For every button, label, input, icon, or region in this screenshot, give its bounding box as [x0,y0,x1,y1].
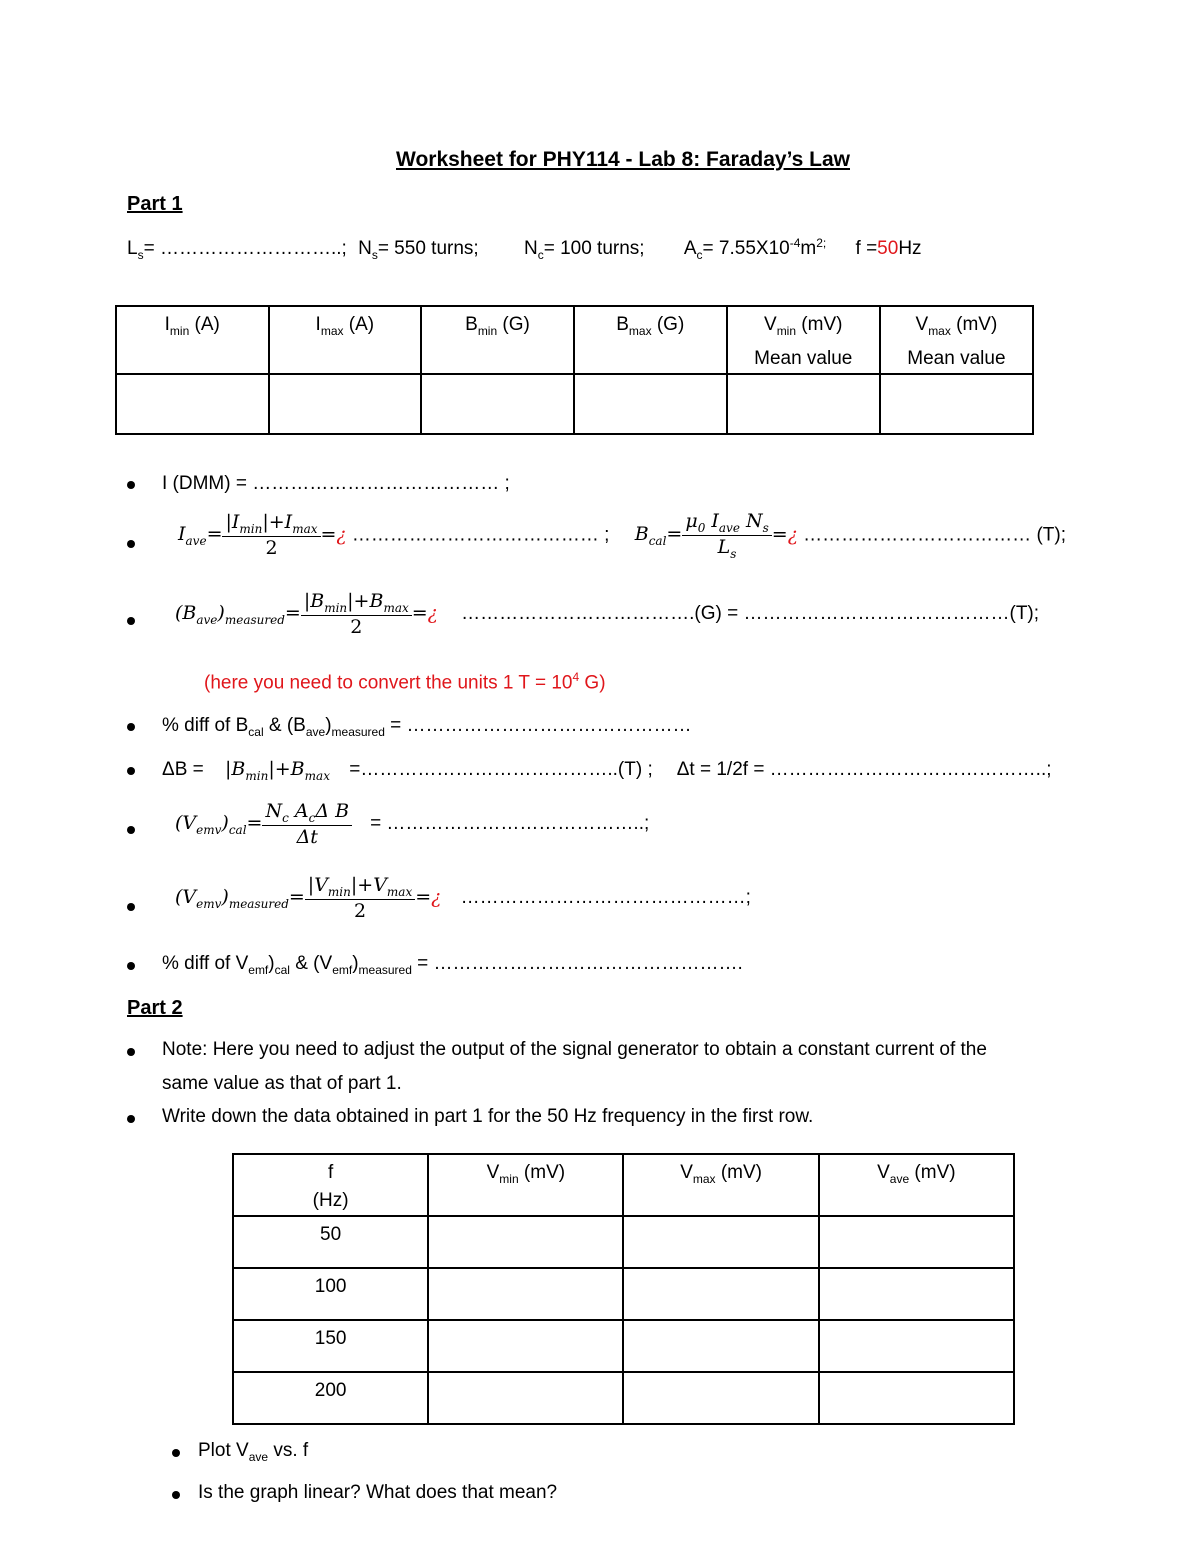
table-cell[interactable] [623,1268,818,1320]
bullet-dot [127,1048,135,1056]
nc-param: $N_c= 100$ turns; [523,238,645,263]
linearity-question: Is the graph linear? What does that mean? [198,1482,558,1503]
page-title: Worksheet for PHY114 - Lab 8: Faraday’s Law [396,148,850,171]
frequency-param: f =50Hz [855,238,922,260]
bullet-dot [127,1115,135,1123]
ns-param: $N_s= 550$ turns; [358,238,479,263]
bullet-dot [127,723,135,731]
bullet-dot [172,1449,180,1457]
table-header: $V_{max}$ (mV) Mean value [880,306,1033,374]
plot-instruction: Plot $V_{ave}$ vs. f [198,1440,309,1464]
bullet-dot [127,962,135,970]
frequency-cell: 50 [233,1216,428,1268]
bullet-dot [127,767,135,775]
table-cell[interactable] [428,1372,623,1424]
table-cell[interactable] [574,374,727,434]
bullet-dot [127,903,135,911]
part1-table [115,305,1034,435]
table-header: $V_{min}$ (mV) [428,1154,623,1216]
table-header: $V_{max}$ (mV) [623,1154,818,1216]
bullet-dot [127,540,135,548]
table-cell[interactable] [880,374,1033,434]
table-cell[interactable] [819,1320,1014,1372]
frequency-cell: 200 [233,1372,428,1424]
table-cell[interactable] [428,1268,623,1320]
unit-conversion-note: (here you need to convert the units 1 $T = 10^4$ G) [204,670,606,694]
table-cell[interactable] [116,374,269,434]
v-emf-cal-line: $(V_{emv})_{cal}=$ $\frac{N_c A_c\Delta B}{\Delta t}$ = …………………………………..; [175,800,650,848]
bullet-dot [127,617,135,625]
table-cell[interactable] [623,1216,818,1268]
part2-heading: Part 2 [127,997,183,1019]
part1-heading: Part 1 [127,193,183,215]
part2-table [232,1153,1015,1425]
table-cell[interactable] [623,1372,818,1424]
v-emf-measured-line: $(V_{emv})_{measured}=$ $\frac{|V_{min}|+V_{max}}{2}$ =¿ ………………………………………; [175,874,751,922]
table-header: $I_{min}$ (A) [116,306,269,374]
bullet-dot [127,826,135,834]
table-header: $B_{max}$ (G) [574,306,727,374]
i-dmm-line: I (DMM) = ………………………………… ; [162,473,510,494]
i-ave-line: $I_{ave}=$ $\frac{|I_{min}|+I_{max}}{2}$ =¿ ………………………………… ; $B_{cal}=$ $\frac{\mu_0 I_{ave} N_s}{L_s}$ =¿ ……………………………… (T); [178,510,1066,561]
bullet-dot [172,1491,180,1499]
table-cell[interactable] [623,1320,818,1372]
table-cell[interactable] [819,1372,1014,1424]
table-cell[interactable] [428,1216,623,1268]
part2-instruction: Write down the data obtained in part 1 for the 50 Hz frequency in the first row. [162,1106,814,1127]
part2-note-line2: same value as that of part 1. [162,1073,402,1094]
table-cell[interactable] [819,1268,1014,1320]
table-cell[interactable] [727,374,880,434]
frequency-cell: 150 [233,1320,428,1372]
table-header: $V_{ave}$ (mV) [819,1154,1014,1216]
table-cell[interactable] [819,1216,1014,1268]
percent-diff-b-line: % diff of $B_{cal}$ & $(B_{ave})_{measured}$ = ……………………………………… [162,715,692,739]
table-cell[interactable] [421,374,574,434]
ls-param: $L_s=$ ………………………..; [127,238,347,263]
frequency-cell: 100 [233,1268,428,1320]
b-ave-measured-line: $(B_{ave})_{measured}=$ $\frac{|B_{min}|+B_{max}}{2}$ =¿ ……………………………….(G) = ……………………………………(T); [175,590,1040,638]
percent-diff-v-line: % diff of $V_{emf})_{cal}$ & $(V_{emf})_{measured}$ = …………………………………………. [162,953,743,977]
bullet-dot [127,481,135,489]
table-header: f (Hz) [233,1154,428,1216]
part2-note-line1: Note: Here you need to adjust the output of the signal generator to obtain a constant current of the [162,1039,987,1060]
part1-parameters [127,236,922,262]
ac-param: $A_c= 7.55X10^{-4}m^{2;}$ [683,236,827,263]
delta-b-line: $\Delta B = |B_{min}|+B_{max}$ =…………………………………..(T) ; Δt = 1/2f = ……………………………………..; [162,758,1052,783]
table-cell[interactable] [428,1320,623,1372]
table-header: $V_{min}$ (mV) Mean value [727,306,880,374]
table-header: $I_{max}$ (A) [269,306,422,374]
table-cell[interactable] [269,374,422,434]
table-header: $B_{min}$ (G) [421,306,574,374]
